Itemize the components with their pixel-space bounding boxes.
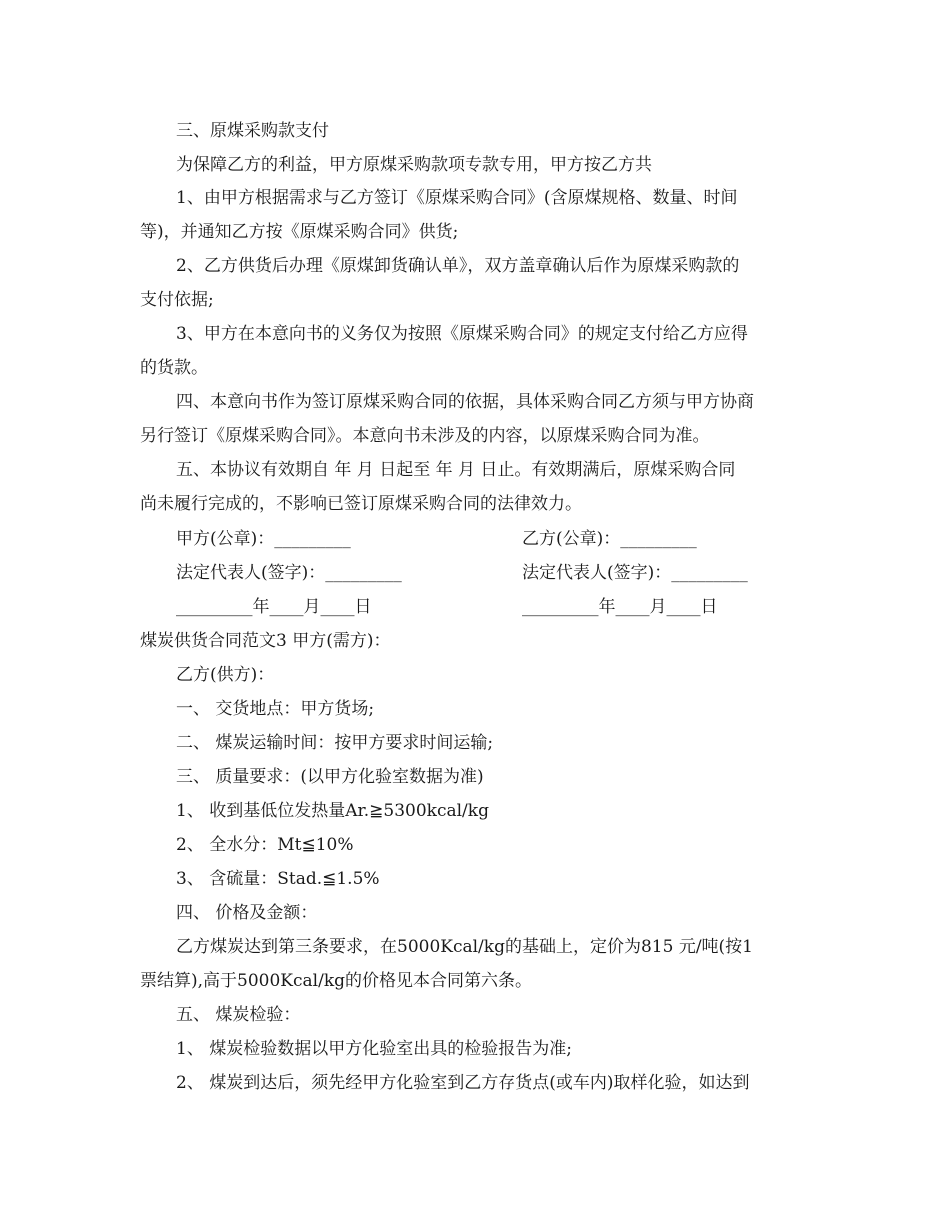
clause-line: 1、 煤炭检验数据以甲方化验室出具的检验报告为准; [176,1039,572,1059]
paragraph-line: 票结算),高于5000Kcal/kg的价格见本合同第六条。 [140,971,533,991]
paragraph-line: 另行签订《原煤采购合同》。本意向书未涉及的内容，以原煤采购合同为准。 [140,426,710,446]
paragraph-line: 五、本协议有效期自 年 月 日起至 年 月 日止。有效期满后，原煤采购合同 [176,460,736,480]
paragraph-line: 四、本意向书作为签订原煤采购合同的依据，具体采购合同乙方须与甲方协商 [176,392,754,412]
clause-line: 3、 含硫量：Stad.≦1.5% [176,869,380,889]
clause-line: 1、 收到基低位发热量Ar.≧5300kcal/kg [176,801,489,821]
party-b-representative: 法定代表人(签字)：_________ [522,563,748,583]
party-b-seal: 乙方(公章)：_________ [522,529,697,549]
party-a-date: _________年____月____日 [176,597,372,617]
party-a-seal: 甲方(公章)：_________ [176,529,351,549]
paragraph-line: 1、由甲方根据需求与乙方签订《原煤采购合同》(含原煤规格、数量、时间 [176,188,738,208]
clause-line: 一、 交货地点：甲方货场; [176,699,375,719]
paragraph-line: 的货款。 [140,358,208,378]
paragraph-line: 2、乙方供货后办理《原煤卸货确认单》，双方盖章确认后作为原煤采购款的 [176,256,740,276]
clause-line: 四、 价格及金额： [176,903,318,923]
paragraph-line: 等)，并通知乙方按《原煤采购合同》供货; [140,222,459,242]
paragraph-line: 支付依据; [140,290,214,310]
paragraph-line: 3、甲方在本意向书的义务仅为按照《原煤采购合同》的规定支付给乙方应得 [176,324,748,344]
clause-line: 五、 煤炭检验： [176,1005,301,1025]
clause-line: 2、 煤炭到达后，须先经甲方化验室到乙方存货点(或车内)取样化验，如达到 [176,1073,750,1093]
party-a-representative: 法定代表人(签字)：_________ [176,563,402,583]
clause-line: 2、 全水分：Mt≦10% [176,835,354,855]
paragraph-line: 乙方(供方)： [176,665,275,685]
contract-title-line: 煤炭供货合同范文3 甲方(需方)： [140,631,391,651]
paragraph-line: 乙方煤炭达到第三条要求，在5000Kcal/kg的基础上，定价为815 元/吨(按1 [176,937,753,957]
section-heading: 三、原煤采购款支付 [176,121,329,141]
paragraph-line: 尚未履行完成的，不影响已签订原煤采购合同的法律效力。 [140,494,582,514]
clause-line: 三、 质量要求：(以甲方化验室数据为准) [176,767,484,787]
party-b-date: _________年____月____日 [522,597,718,617]
paragraph-line: 为保障乙方的利益，甲方原煤采购款项专款专用，甲方按乙方共 [176,155,652,175]
clause-line: 二、 煤炭运输时间：按甲方要求时间运输; [176,733,494,753]
